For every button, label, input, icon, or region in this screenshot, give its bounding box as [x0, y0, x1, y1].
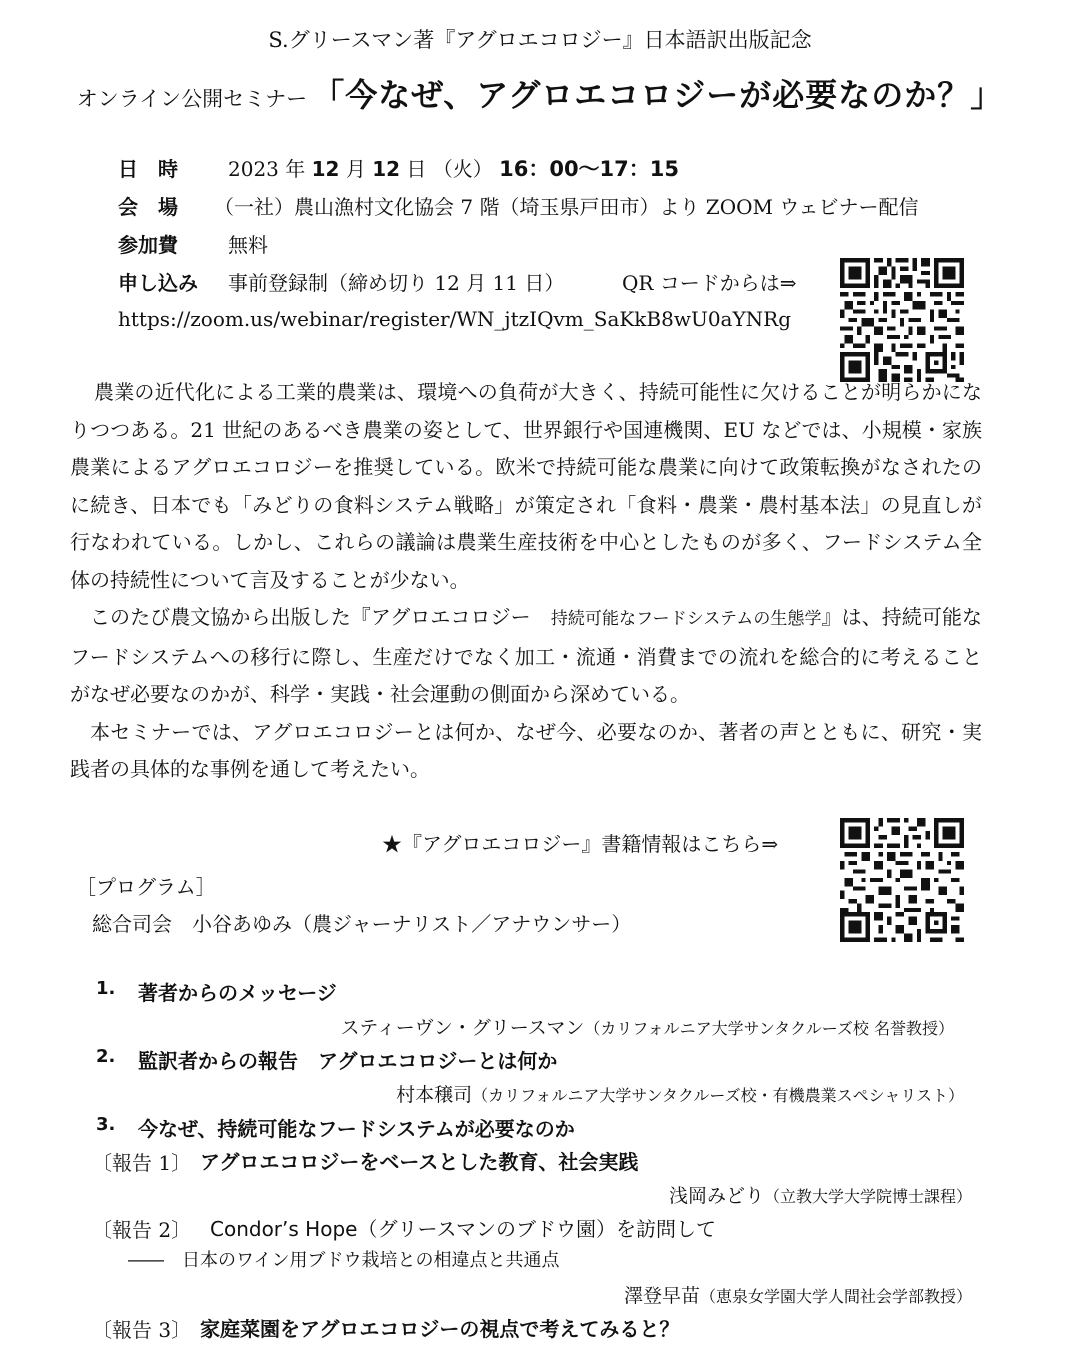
speaker-affiliation: （立教大学大学院博士課程） [763, 1187, 972, 1206]
speaker-affiliation: （カリフォルニア大学サンタクルーズ校 名誉教授） [584, 1019, 954, 1038]
qr-hint: QR コードからは⇒ [622, 271, 797, 295]
program-item-3-title: 今なぜ、持続可能なフードシステムが必要なのか [138, 1117, 575, 1141]
book-info-link[interactable]: ★『アグロエコロジー』書籍情報はこちら⇒ [382, 832, 779, 856]
description-body [70, 374, 982, 789]
program-item-1-title: 著者からのメッセージ [138, 981, 337, 1005]
venue-label: 会 場 [118, 195, 178, 219]
report-1-speaker [669, 1181, 972, 1208]
fee-label: 参加費 [118, 233, 178, 257]
qr-code-graphic [840, 258, 964, 382]
report-1-label: 〔報告 1〕 [92, 1151, 192, 1175]
title-main: 「今なぜ、アグロエコロジーが必要なのか？」 [312, 76, 1004, 114]
venue-value: （一社）農山漁村文化協会 7 階（埼玉県戸田市）より ZOOM ウェビナー配信 [214, 195, 919, 219]
event-title [0, 70, 1080, 116]
program-heading: ［プログラム］ [76, 875, 216, 899]
program-item-3-number: 3. [96, 1114, 116, 1135]
book-info-qr-code[interactable] [840, 818, 964, 942]
description-paragraph-2 [70, 599, 982, 714]
book-subtitle: 持続可能なフードシステムの生態学 [550, 609, 822, 629]
program-item-1-speaker [341, 1013, 954, 1040]
p2-rest: 』は、持続可能なフードシステムへの移行に際し、生産だけでなく加工・流通・消費までの流れを総合的に考えることがなぜ必要なのかが、科学・実践・社会運動の側面から深めている。 [70, 605, 983, 706]
registration-qr-code[interactable] [840, 258, 964, 382]
speaker-affiliation: （恵泉女学園大学人間社会学部教授） [699, 1287, 972, 1306]
report-1-title: アグロエコロジーをベースとした教育、社会実践 [200, 1150, 639, 1174]
date-day: 12 [372, 157, 401, 181]
event-supertitle: S.グリースマン著『アグロエコロジー』日本語訳出版記念 [268, 28, 812, 52]
apply-value: 事前登録制（締め切り 12 月 11 日） [228, 271, 565, 295]
registration-url[interactable]: https://zoom.us/webinar/register/WN_jtzIQvm_SaKkB8wU0aYNRg [118, 307, 792, 331]
report-2-speaker [624, 1281, 972, 1308]
p2-start: このたび農文協から出版した『アグロエコロジー [90, 605, 551, 629]
description-paragraph-3: 本セミナーでは、アグロエコロジーとは何か、なぜ今、必要なのか、著者の声とともに、研究・実践者の具体的な事例を通して考えたい。 [70, 719, 982, 781]
date-month-unit: 月 [345, 157, 366, 181]
title-prefix: オンライン公開セミナー [76, 87, 308, 111]
description-paragraph-1: 農業の近代化による工業的農業は、環境への負荷が大きく、持続可能性に欠けることが明らかになりつつある。21 世紀のあるべき農業の姿として、世界銀行や国連機関、EU などでは、小規模・家族農業によるアグロエコロジーを推奨している。欧米で持続可能な農業に向けて政策転換がなされたのに続き、日本でも「みどりの食料システム戦略」が策定され「食料・農業・農村基本法」の見直しが行なわれている。しかし、これらの議論は農業生産技術を中心としたものが多く、フードシステム全体の持続性について言及することが少ない。 [70, 380, 982, 592]
date-weekday: （火） [432, 157, 493, 181]
qr-code-graphic [840, 818, 964, 942]
date-month: 12 [311, 157, 340, 181]
report-2-subtitle: ―― 日本のワイン用ブドウ栽培との相違点と共通点 [128, 1250, 560, 1271]
speaker-name: スティーヴン・グリースマン [340, 1017, 585, 1039]
date-time: 16：00〜17：15 [499, 157, 680, 181]
mc-label: 総合司会 [92, 912, 172, 936]
report-3-title: 家庭菜園をアグロエコロジーの視点で考えてみると？ [200, 1317, 680, 1341]
report-2-label: 〔報告 2〕 [92, 1218, 192, 1242]
speaker-name: 村本穣司 [396, 1084, 473, 1106]
date-value [228, 153, 679, 183]
date-year: 2023 年 [228, 157, 306, 181]
program-item-2-title: 監訳者からの報告 アグロエコロジーとは何か [138, 1049, 558, 1073]
speaker-affiliation: （カリフォルニア大学サンタクルーズ校・有機農業スペシャリスト） [472, 1086, 964, 1105]
mc-line [92, 908, 631, 937]
mc-value: 小谷あゆみ（農ジャーナリスト／アナウンサー） [192, 912, 632, 936]
report-3-label: 〔報告 3〕 [92, 1318, 192, 1342]
apply-label: 申し込み [118, 271, 198, 295]
program-item-1-number: 1. [96, 978, 116, 999]
date-day-unit: 日 [406, 157, 427, 181]
speaker-name: 浅岡みどり [668, 1185, 764, 1207]
date-label: 日 時 [118, 157, 178, 181]
program-item-2-speaker [396, 1080, 964, 1107]
program-item-2-number: 2. [96, 1046, 116, 1067]
speaker-name: 澤登早苗 [623, 1285, 700, 1307]
fee-value: 無料 [228, 233, 268, 257]
report-2-title: Condor’s Hope（グリースマンのブドウ園）を訪問して [210, 1217, 717, 1241]
